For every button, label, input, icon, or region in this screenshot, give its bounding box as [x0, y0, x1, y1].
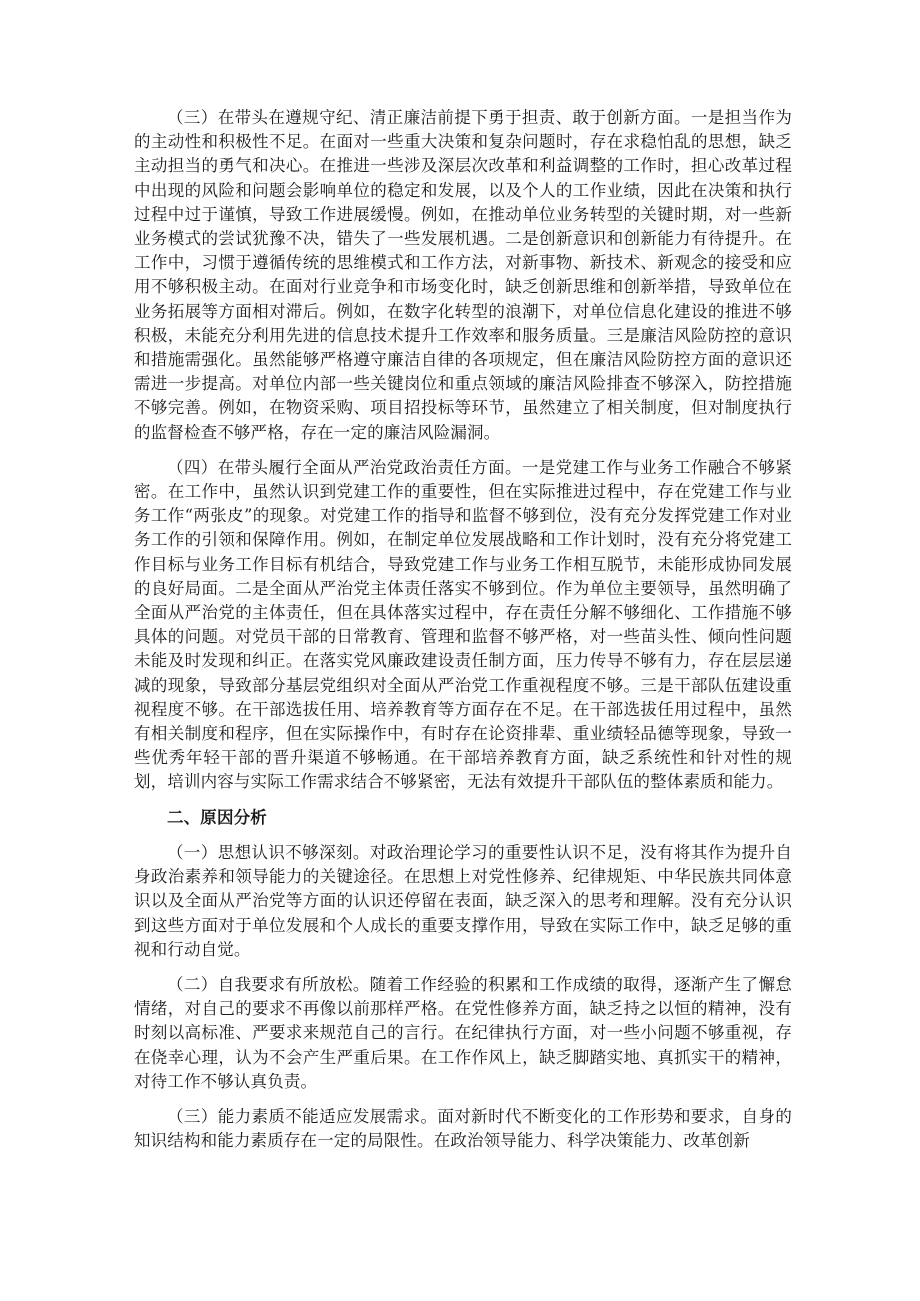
- section-heading-cause-analysis: 二、原因分析: [167, 807, 267, 827]
- paragraph-gap: [134, 445, 792, 456]
- paragraph-accountability-innovation: （三）在带头在遵规守纪、清正廉洁前提下勇于担责、敢于创新方面。一是担当作为的主动性和积极性不足。在面对一些重大决策和复杂问题时，存在求稳怕乱的思想，缺乏主动担当的勇气和决心。在推进一些涉及深层次改革和利益调整的工作时，担心改革过程中出现的风险和问题会影响单位的稳定和发展，以及个人的工作业绩，因此在决策和执行过程中过于谨慎，导致工作进展缓慢。例如，在推动单位业务转型的关键时期，对一些新业务模式的尝试犹豫不决，错失了一些发展机遇。二是创新意识和创新能力有待提升。在工作中，习惯于遵循传统的思维模式和工作方法，对新事物、新技术、新观念的接受和应用不够积极主动。在面对行业竞争和市场变化时，缺乏创新思维和创新举措，导致单位在业务拓展等方面相对滞后。例如，在数字化转型的浪潮下，对单位信息化建设的推进不够积极，未能充分利用先进的信息技术提升工作效率和服务质量。三是廉洁风险防控的意识和措施需强化。虽然能够严格遵守廉洁自律的各项规定，但在廉洁风险防控方面的意识还需进一步提高。对单位内部一些关键岗位和重点领域的廉洁风险排查不够深入，防控措施不够完善。例如，在物资采购、项目招投标等环节，虽然建立了相关制度，但对制度执行的监督检查不够严格，存在一定的廉洁风险漏洞。: [134, 108, 792, 442]
- paragraph-capability: （三）能力素质不能适应发展需求。面对新时代不断变化的工作形势和要求，自身的知识结构和能力素质存在一定的局限性。在政治领导能力、科学决策能力、改革创新: [134, 1106, 792, 1151]
- paragraph-gap: [134, 962, 792, 973]
- paragraph-gap: [134, 1094, 792, 1105]
- paragraph-gap: [134, 830, 792, 841]
- paragraph-party-governance: （四）在带头履行全面从严治党政治责任方面。一是党建工作与业务工作融合不够紧密。在工作中，虽然认识到党建工作的重要性，但在实际推进过程中，存在党建工作与业务工作“两张皮”的现象。对党建工作的指导和监督不够到位，没有充分发挥党建工作对业务工作的引领和保障作用。例如，在制定单位发展战略和工作计划时，没有充分将党建工作目标与业务工作目标有机结合，导致党建工作与业务工作相互脱节，未能形成协同发展的良好局面。二是全面从严治党主体责任落实不够到位。作为单位主要领导，虽然明确了全面从严治党的主体责任，但在具体落实过程中，存在责任分解不够细化、工作措施不够具体的问题。对党员干部的日常教育、管理和监督不够严格，对一些苗头性、倾向性问题未能及时发现和纠正。在落实党风廉政建设责任制方面，压力传导不够有力，存在层层递减的现象，导致部分基层党组织对全面从严治党工作重视程度不够。三是干部队伍建设重视程度不够。在干部选拔任用、培养教育等方面存在不足。在干部选拔任用过程中，虽然有相关制度和程序，但在实际操作中，有时存在论资排辈、重业绩轻品德等现象，导致一些优秀年轻干部的晋升渠道不够畅通。在干部培养教育方面，缺乏系统性和针对性的规划，培训内容与实际工作需求结合不够紧密，无法有效提升干部队伍的整体素质和能力。: [134, 457, 792, 792]
- paragraph-gap: [134, 795, 792, 806]
- paragraph-self-discipline: （二）自我要求有所放松。随着工作经验的积累和工作成绩的取得，逐渐产生了懈怠情绪，对自己的要求不再像以前那样严格。在党性修养方面，缺乏持之以恒的精神，没有时刻以高标准、严要求来规范自己的言行。在纪律执行方面，对一些小问题不够重视，存在侥幸心理，认为不会产生严重后果。在工作作风上，缺乏脚踏实地、真抓实干的精神，对待工作不够认真负责。: [134, 974, 792, 1091]
- document-body: [134, 106, 792, 1153]
- paragraph-ideological-understanding: （一）思想认识不够深刻。对政治理论学习的重要性认识不足，没有将其作为提升自身政治素养和领导能力的关键途径。在思想上对党性修养、纪律规矩、中华民族共同体意识以及全面从严治党等方面的认识还停留在表面，缺乏深入的思考和理解。没有充分认识到这些方面对于单位发展和个人成长的重要支撑作用，导致在实际工作中，缺乏足够的重视和行动自觉。: [134, 842, 792, 959]
